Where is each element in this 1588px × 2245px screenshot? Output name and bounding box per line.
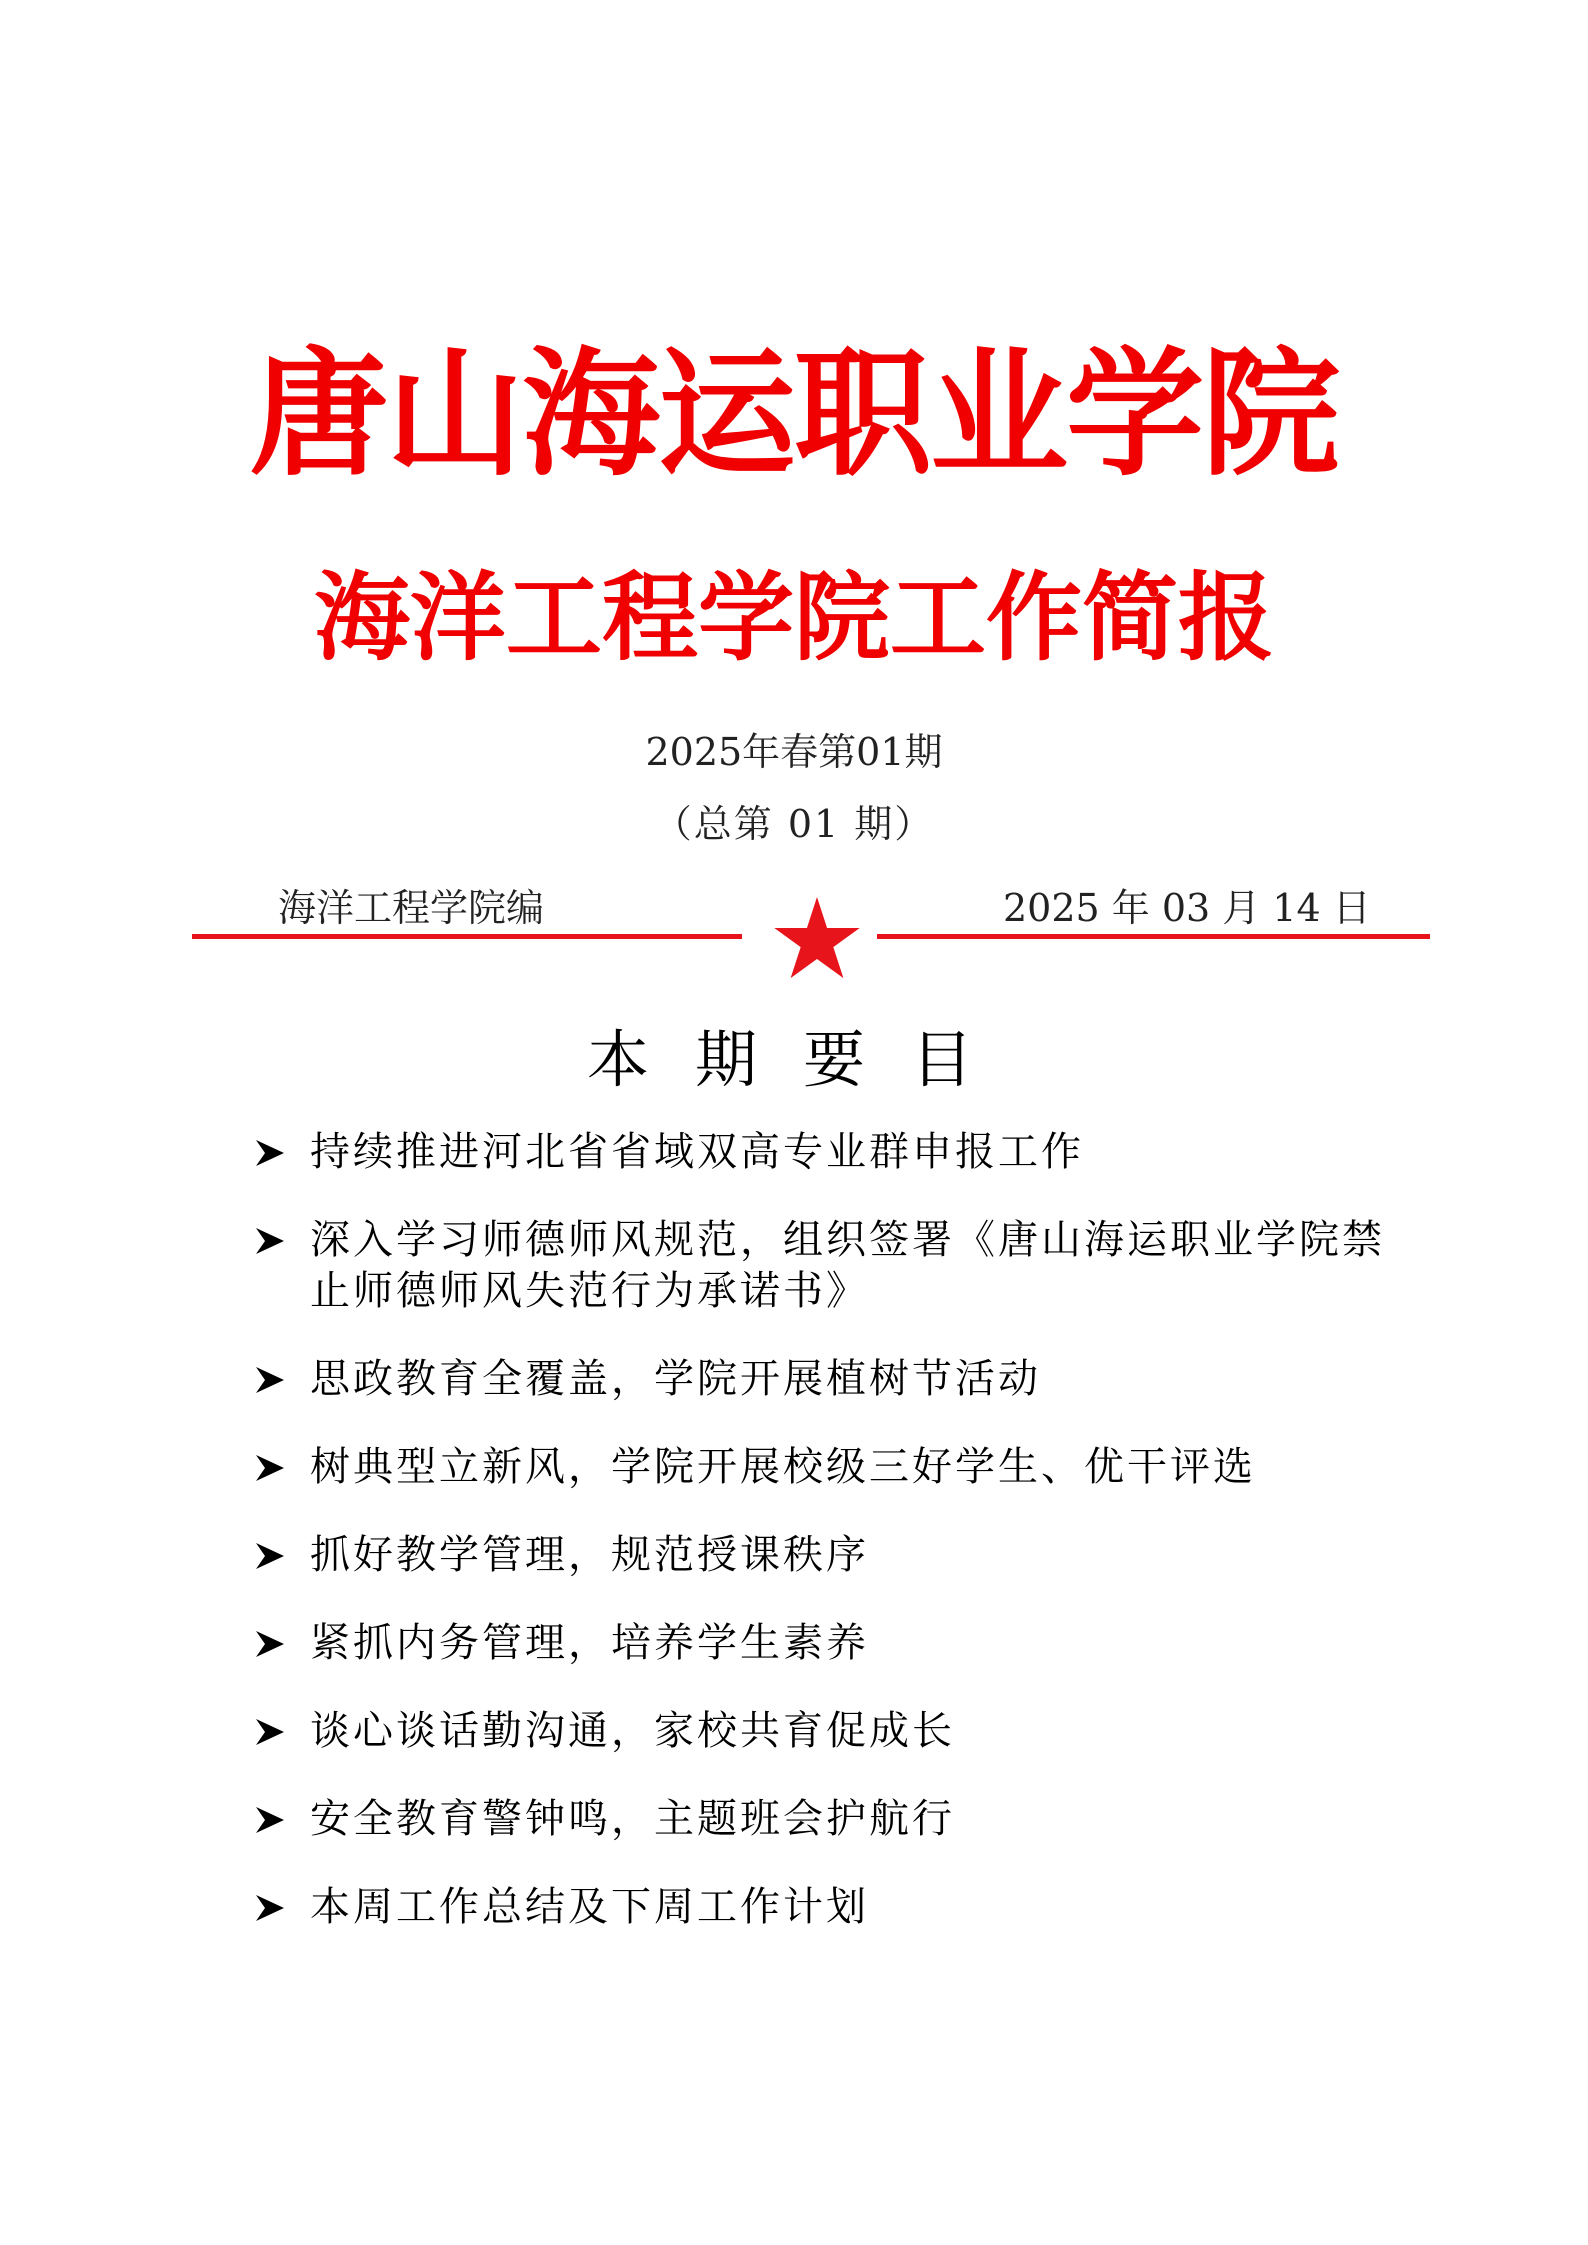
arrowhead-bullet-icon bbox=[256, 1139, 284, 1167]
editor-line: 海洋工程学院编 bbox=[278, 886, 545, 930]
contents-item-text: 谈心谈话勤沟通，家校共育促成长 bbox=[310, 1708, 955, 1754]
contents-item-text: 深入学习师德师风规范，组织签署《唐山海运职业学院禁止师德师风失范行为承诺书》 bbox=[310, 1217, 1385, 1314]
contents-item-text: 紧抓内务管理，培养学生素养 bbox=[310, 1620, 869, 1666]
contents-item bbox=[250, 1618, 1400, 1669]
contents-item-text: 思政教育全覆盖，学院开展植树节活动 bbox=[310, 1356, 1041, 1402]
arrowhead-bullet-icon bbox=[256, 1894, 284, 1922]
arrowhead-bullet-icon bbox=[256, 1630, 284, 1658]
contents-item bbox=[250, 1706, 1400, 1757]
contents-item bbox=[250, 1127, 1400, 1178]
arrowhead-bullet-icon bbox=[256, 1227, 284, 1255]
contents-item bbox=[250, 1215, 1400, 1317]
contents-item-text: 抓好教学管理，规范授课秩序 bbox=[310, 1532, 869, 1578]
contents-list bbox=[250, 1127, 1400, 1970]
arrowhead-bullet-icon bbox=[256, 1806, 284, 1834]
contents-item bbox=[250, 1882, 1400, 1933]
publish-date: 2025 年 03 月 14 日 bbox=[1003, 886, 1371, 930]
red-rule-right bbox=[877, 934, 1430, 939]
arrowhead-bullet-icon bbox=[256, 1454, 284, 1482]
red-star-icon bbox=[774, 897, 860, 979]
contents-item-text: 树典型立新风，学院开展校级三好学生、优干评选 bbox=[310, 1444, 1256, 1490]
contents-item-text: 安全教育警钟鸣，主题班会护航行 bbox=[310, 1796, 955, 1842]
total-issue-number: （总第 01 期） bbox=[653, 802, 935, 846]
contents-item bbox=[250, 1794, 1400, 1845]
contents-heading: 本期要目 bbox=[587, 1023, 1020, 1096]
contents-item bbox=[250, 1354, 1400, 1405]
contents-item bbox=[250, 1442, 1400, 1493]
contents-item-text: 本周工作总结及下周工作计划 bbox=[310, 1884, 869, 1930]
issue-number: 2025年春第01期 bbox=[645, 730, 943, 774]
arrowhead-bullet-icon bbox=[256, 1366, 284, 1394]
red-rule-left bbox=[192, 934, 742, 939]
contents-item-text: 持续推进河北省省域双高专业群申报工作 bbox=[310, 1129, 1084, 1175]
bulletin-title: 海洋工程学院工作简报 bbox=[314, 562, 1274, 674]
arrowhead-bullet-icon bbox=[256, 1542, 284, 1570]
arrowhead-bullet-icon bbox=[256, 1718, 284, 1746]
institution-title: 唐山海运职业学院 bbox=[249, 334, 1338, 495]
contents-item bbox=[250, 1530, 1400, 1581]
